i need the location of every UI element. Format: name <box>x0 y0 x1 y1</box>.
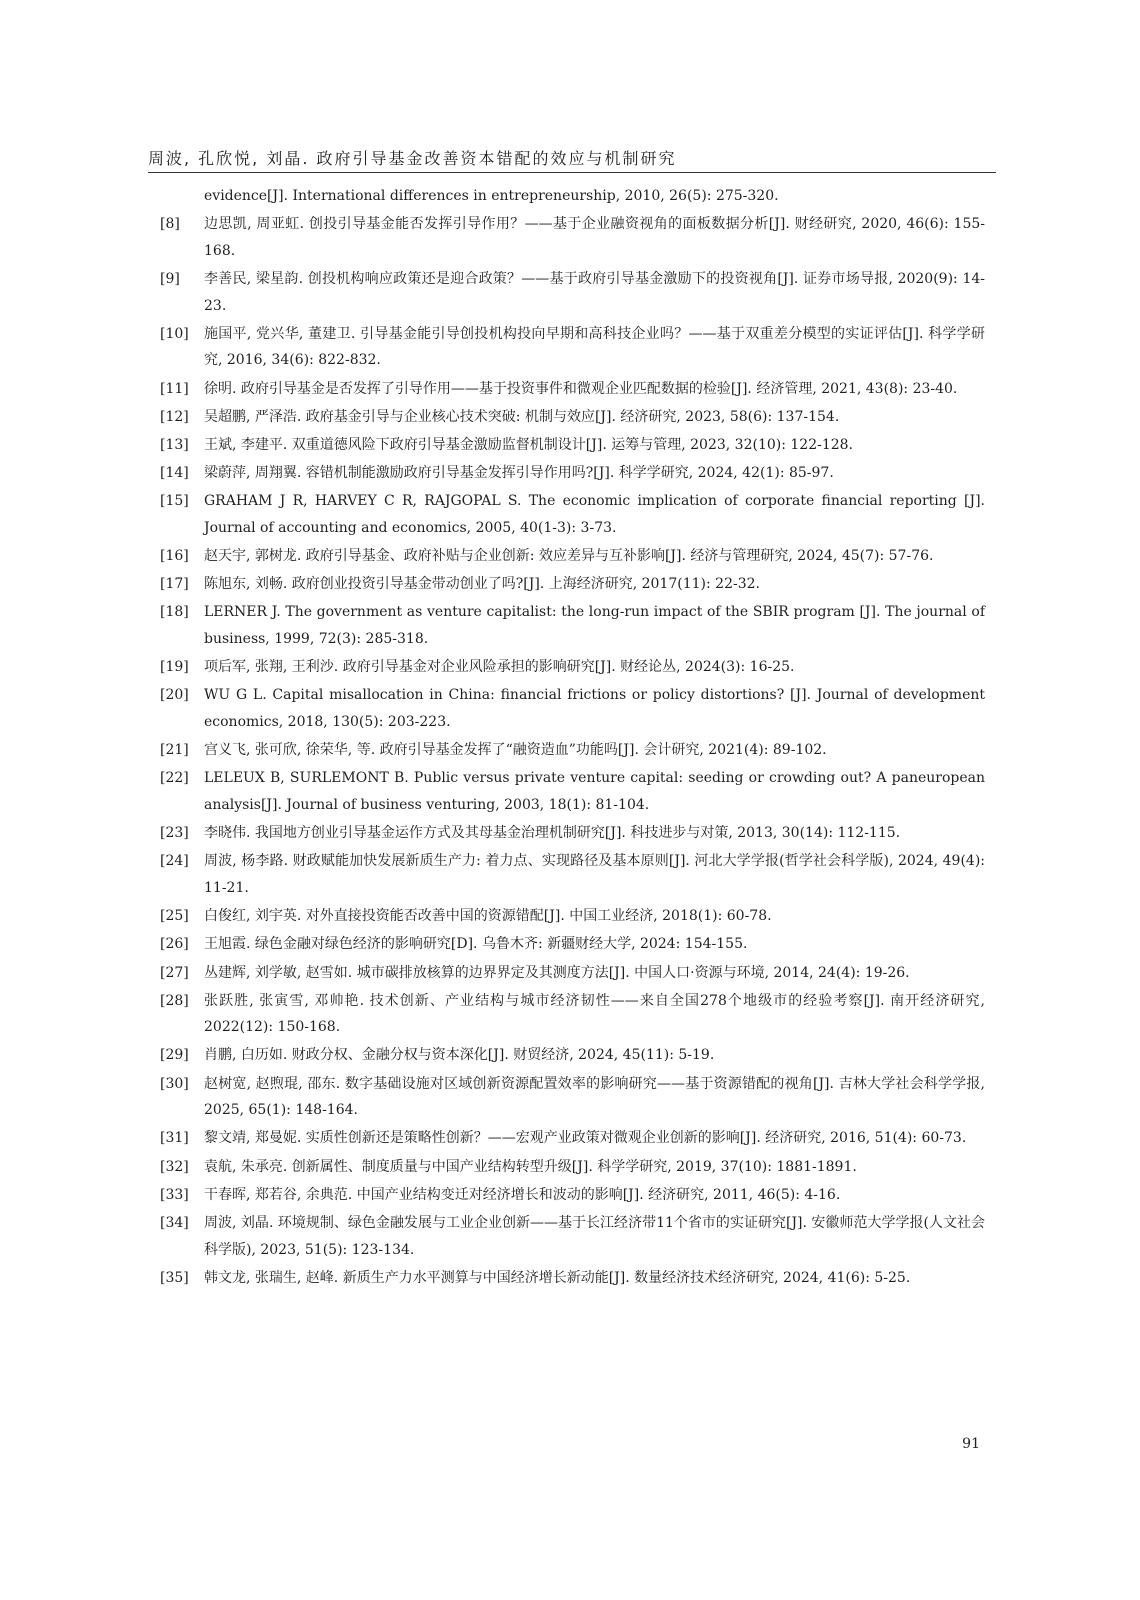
reference-item <box>160 654 985 681</box>
reference-text: 王斌, 李建平. 双重道德风险下政府引导基金激励监督机制设计[J]. 运筹与管理, 2023, 32(10): 122-128. <box>204 436 854 453</box>
reference-text: 施国平, 党兴华, 董建卫. 引导基金能引导创投机构投向早期和高科技企业吗？——基于双重差分模型的实证评估[J]. 科学学研究, 2016, 34(6): 822-832. <box>204 325 985 369</box>
reference-number: [27] <box>160 964 189 981</box>
reference-text: evidence[J]. International differences in entrepreneurship, 2010, 26(5): 275-320. <box>204 188 779 204</box>
reference-number: [18] <box>160 604 189 621</box>
reference-number: [12] <box>160 408 189 425</box>
reference-text: 徐明. 政府引导基金是否发挥了引导作用——基于投资事件和微观企业匹配数据的检验[J]. 经济管理, 2021, 43(8): 23-40. <box>204 380 958 397</box>
reference-item <box>160 1265 985 1292</box>
reference-item <box>160 1071 985 1124</box>
running-title: 周波, 孔欣悦, 刘晶. 政府引导基金改善资本错配的效应与机制研究 <box>148 149 677 168</box>
reference-text: 陈旭东, 刘畅. 政府创业投资引导基金带动创业了吗?[J]. 上海经济研究, 2017(11): 22-32. <box>204 576 760 593</box>
reference-number <box>160 183 204 210</box>
reference-number: [9] <box>160 270 180 287</box>
reference-item <box>160 460 985 487</box>
page-number: 91 <box>962 1436 980 1452</box>
reference-number: [10] <box>160 325 189 342</box>
reference-number: [24] <box>160 853 189 870</box>
reference-text: 赵天宇, 郭树龙. 政府引导基金、政府补贴与企业创新: 效应差异与互补影响[J]. 经济与管理研究, 2024, 45(7): 57-76. <box>204 548 934 565</box>
reference-number: [23] <box>160 825 189 842</box>
reference-item <box>160 376 985 403</box>
reference-list <box>160 183 985 1293</box>
reference-text: 宫义飞, 张可欣, 徐荣华, 等. 政府引导基金发挥了“融资造血”功能吗[J]. 会计研究, 2021(4): 89-102. <box>204 742 827 759</box>
reference-number: [16] <box>160 548 189 565</box>
reference-number: [13] <box>160 436 189 453</box>
reference-text: LELEUX B, SURLEMONT B. Public versus private venture capital: seeding or crowding out? A paneuropean analysis[J]. Journal of business venturing, 2003, 18(1): 81-104. <box>204 770 985 813</box>
reference-number: [22] <box>160 770 189 787</box>
reference-item <box>160 765 985 818</box>
reference-text: 项后军, 张翔, 王利沙. 政府引导基金对企业风险承担的影响研究[J]. 财经论丛, 2024(3): 16-25. <box>204 659 795 676</box>
reference-text: 李善民, 梁星韵. 创投机构响应政策还是迎合政策？——基于政府引导基金激励下的投资视角[J]. 证券市场导报, 2020(9): 14-23. <box>204 270 985 314</box>
reference-text: 袁航, 朱承亮. 创新属性、制度质量与中国产业结构转型升级[J]. 科学学研究, 2019, 37(10): 1881-1891. <box>204 1158 857 1175</box>
reference-number: [35] <box>160 1269 189 1286</box>
reference-number: [25] <box>160 908 189 925</box>
reference-number: [20] <box>160 687 189 704</box>
reference-number: [19] <box>160 659 189 676</box>
reference-item <box>160 848 985 901</box>
reference-number: [14] <box>160 465 189 482</box>
reference-number: [11] <box>160 380 189 397</box>
reference-text: 边思凯, 周亚虹. 创投引导基金能否发挥引导作用？——基于企业融资视角的面板数据分析[J]. 财经研究, 2020, 46(6): 155-168. <box>204 216 985 259</box>
header-rule <box>148 172 996 173</box>
reference-number: [30] <box>160 1075 189 1092</box>
reference-item <box>160 820 985 847</box>
reference-item <box>160 211 985 264</box>
reference-number: [33] <box>160 1186 189 1203</box>
reference-number: [29] <box>160 1047 189 1064</box>
reference-text: 赵树宽, 赵煦琨, 邵东. 数字基础设施对区域创新资源配置效率的影响研究——基于资源错配的视角[J]. 吉林大学社会科学学报, 2025, 65(1): 148-164. <box>204 1075 985 1119</box>
reference-number: [17] <box>160 576 189 593</box>
reference-item <box>160 488 985 541</box>
reference-text: 梁蔚萍, 周翔翼. 容错机制能激励政府引导基金发挥引导作用吗?[J]. 科学学研究, 2024, 42(1): 85-97. <box>204 465 834 482</box>
reference-text: 黎文靖, 郑曼妮. 实质性创新还是策略性创新？——宏观产业政策对微观企业创新的影响[J]. 经济研究, 2016, 51(4): 60-73. <box>204 1130 967 1147</box>
reference-text: 肖鹏, 白历如. 财政分权、金融分权与资本深化[J]. 财贸经济, 2024, 45(11): 5-19. <box>204 1047 715 1064</box>
reference-number: [32] <box>160 1158 189 1175</box>
reference-number: [34] <box>160 1215 189 1231</box>
reference-item <box>160 543 985 570</box>
reference-text: 周波, 杨李路. 财政赋能加快发展新质生产力: 着力点、实现路径及基本原则[J]. 河北大学学报(哲学社会科学版), 2024, 49(4): 11-21. <box>204 853 985 896</box>
reference-text: 王旭霞. 绿色金融对绿色经济的影响研究[D]. 乌鲁木齐: 新疆财经大学, 2024: 154-155. <box>204 936 748 953</box>
reference-number: [8] <box>160 216 180 233</box>
reference-item <box>160 266 985 319</box>
reference-item <box>160 432 985 459</box>
reference-text: WU G L. Capital misallocation in China: financial frictions or policy distortions? [J]. Journal of development economics, 2018, 130(5): 203-223. <box>204 687 985 730</box>
reference-text: 吴超鹏, 严泽浩. 政府基金引导与企业核心技术突破: 机制与效应[J]. 经济研究, 2023, 58(6): 137-154. <box>204 408 840 425</box>
reference-item <box>160 1182 985 1209</box>
reference-item <box>160 1125 985 1152</box>
reference-text: LERNER J. The government as venture capitalist: the long-run impact of the SBIR program [J]. The journal of business, 1999, 72(3): 285-318. <box>204 604 985 648</box>
reference-text: 白俊红, 刘宇英. 对外直接投资能否改善中国的资源错配[J]. 中国工业经济, 2018(1): 60-78. <box>204 908 772 925</box>
reference-number: [28] <box>160 992 189 1009</box>
reference-item <box>160 321 985 374</box>
reference-item <box>160 931 985 958</box>
reference-text: 丛建辉, 刘学敏, 赵雪如. 城市碳排放核算的边界界定及其测度方法[J]. 中国人口·资源与环境, 2014, 24(4): 19-26. <box>204 964 910 981</box>
reference-item <box>160 903 985 930</box>
reference-item <box>160 183 985 210</box>
reference-number: [21] <box>160 742 189 759</box>
reference-text: 韩文龙, 张瑞生, 赵峰. 新质生产力水平测算与中国经济增长新动能[J]. 数量经济技术经济研究, 2024, 41(6): 5-25. <box>204 1269 911 1286</box>
reference-text: 李晓伟. 我国地方创业引导基金运作方式及其母基金治理机制研究[J]. 科技进步与对策, 2013, 30(14): 112-115. <box>204 825 901 842</box>
reference-item <box>160 599 985 652</box>
reference-item <box>160 1042 985 1069</box>
reference-number: [26] <box>160 936 189 953</box>
reference-item <box>160 737 985 764</box>
reference-item <box>160 1210 985 1263</box>
reference-text: 干春晖, 郑若谷, 余典范. 中国产业结构变迁对经济增长和波动的影响[J]. 经济研究, 2011, 46(5): 4-16. <box>204 1186 841 1203</box>
reference-number: [31] <box>160 1130 189 1147</box>
reference-text: 张跃胜, 张寅雪, 邓帅艳. 技术创新、产业结构与城市经济韧性——来自全国278个地级市的经验考察[J]. 南开经济研究, 2022(12): 150-168. <box>204 992 985 1036</box>
reference-item <box>160 682 985 735</box>
reference-item <box>160 571 985 598</box>
reference-text: 周波, 刘晶. 环境规制、绿色金融发展与工业企业创新——基于长江经济带11个省市的实证研究[J]. 安徽师范大学学报(人文社会科学版), 2023, 51(5): 123-134. <box>204 1215 985 1258</box>
reference-item <box>160 404 985 431</box>
reference-number: [15] <box>160 493 189 510</box>
reference-item <box>160 988 985 1041</box>
reference-item <box>160 960 985 987</box>
reference-text: GRAHAM J R, HARVEY C R, RAJGOPAL S. The economic implication of corporate financial reporting [J]. Journal of accounting and economics, 2005, 40(1-3): 3-73. <box>204 493 985 536</box>
reference-item <box>160 1154 985 1181</box>
